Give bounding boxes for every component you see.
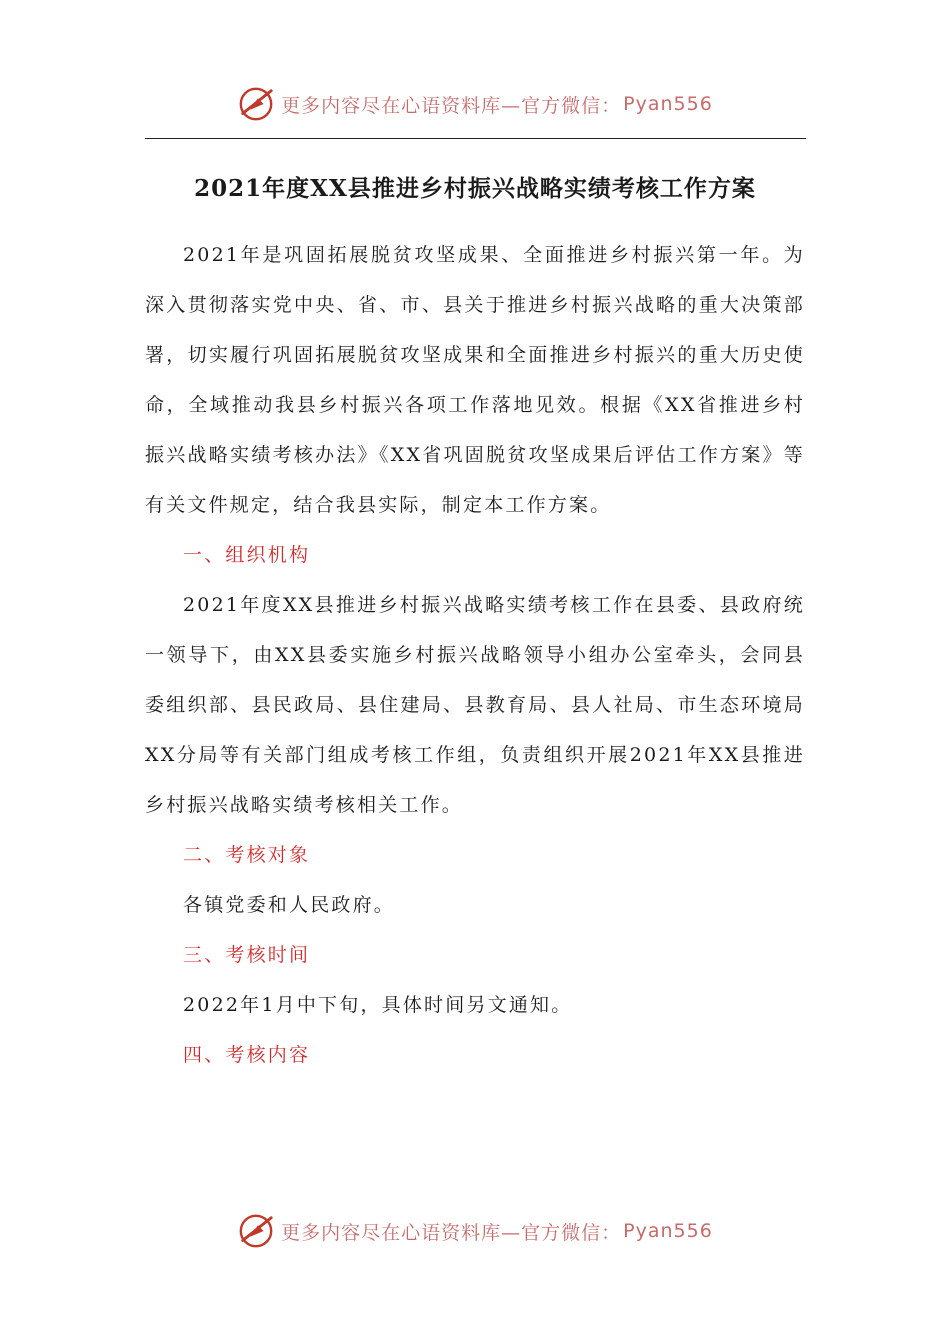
section-body-organization: 2021年度XX县推进乡村振兴战略实绩考核工作在县委、县政府统一领导下，由XX县委实施乡村振兴战略领导小组办公室牵头，会同县委组织部、县民政局、县住建局、县教育局、县人社局、市生态环境局XX分局等有关部门组成考核工作组，负责组织开展2021年XX县推进乡村振兴战略实绩考核相关工作。	[145, 594, 805, 816]
document-body	[145, 230, 805, 1080]
section-body-target: 各镇党委和人民政府。	[183, 894, 396, 916]
watermark-text: 更多内容尽在心语资料库—官方微信：	[281, 1221, 622, 1244]
watermark-wechat-id: Pyan556	[623, 1220, 713, 1242]
document-title: 2021年度XX县推进乡村振兴战略实绩考核工作方案	[194, 175, 756, 202]
header-divider	[145, 138, 806, 139]
watermark-text: 更多内容尽在心语资料库—官方微信：	[281, 94, 622, 117]
watermark-wechat-id: Pyan556	[623, 93, 713, 115]
section-heading-target: 二、考核对象	[183, 844, 311, 866]
watermark-header	[0, 84, 950, 124]
quill-logo-icon	[237, 85, 275, 123]
section-heading-content: 四、考核内容	[183, 1044, 311, 1066]
section-heading-organization: 一、组织机构	[183, 544, 311, 566]
section-heading-time: 三、考核时间	[183, 944, 311, 966]
watermark-footer	[0, 1211, 950, 1251]
quill-logo-icon	[237, 1212, 275, 1250]
section-body-time: 2022年1月中下旬，具体时间另文通知。	[183, 994, 573, 1016]
intro-paragraph: 2021年是巩固拓展脱贫攻坚成果、全面推进乡村振兴第一年。为深入贯彻落实党中央、省、市、县关于推进乡村振兴战略的重大决策部署，切实履行巩固拓展脱贫攻坚成果和全面推进乡村振兴的重大历史使命，全域推动我县乡村振兴各项工作落地见效。根据《XX省推进乡村振兴战略实绩考核办法》《XX省巩固脱贫攻坚成果后评估工作方案》等有关文件规定，结合我县实际，制定本工作方案。	[145, 244, 805, 516]
